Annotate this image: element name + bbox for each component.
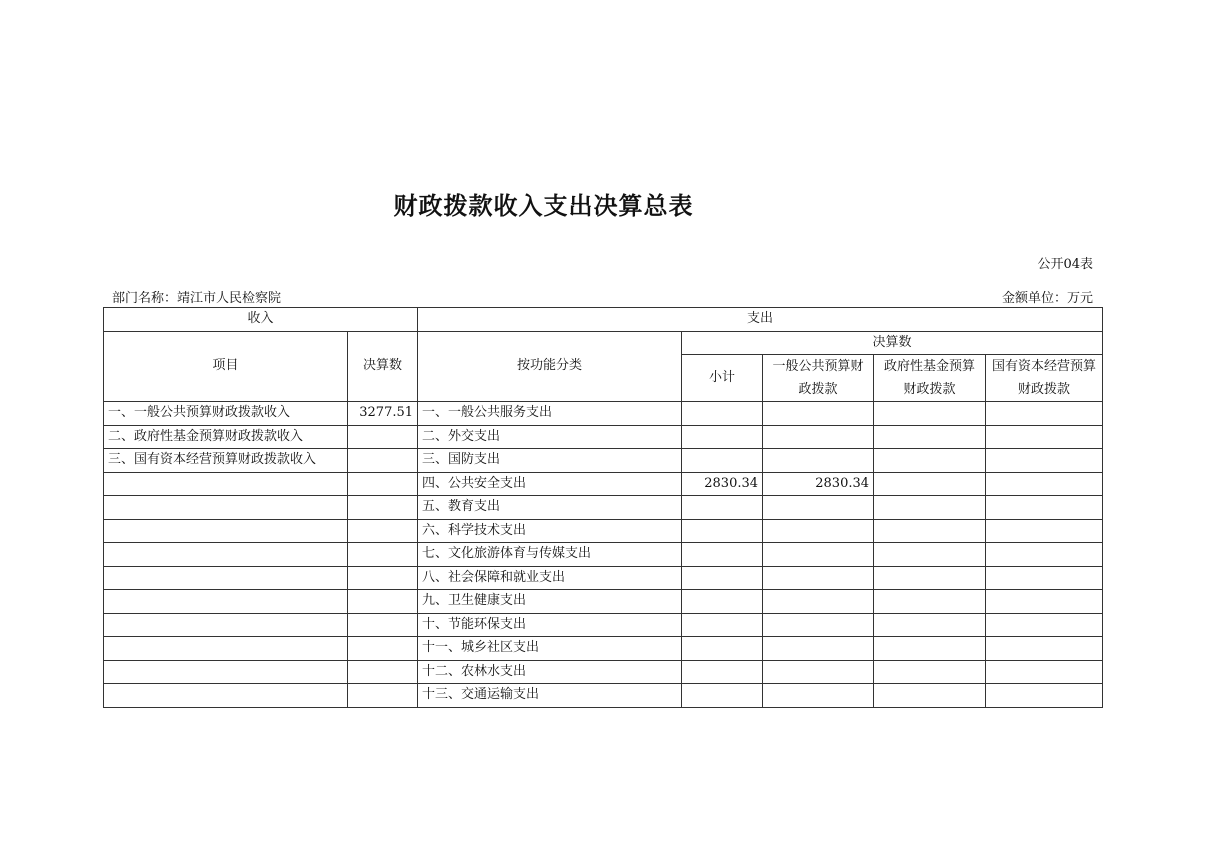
header-row-2 xyxy=(104,331,1103,355)
table-row xyxy=(104,566,1103,590)
income-amount-cell xyxy=(348,496,418,520)
state-capital-cell xyxy=(986,425,1103,449)
income-item-cell xyxy=(104,496,348,520)
income-amount-cell xyxy=(348,684,418,708)
gov-fund-cell xyxy=(874,519,986,543)
income-amount-cell xyxy=(348,590,418,614)
income-amount-cell xyxy=(348,660,418,684)
general-budget-cell xyxy=(763,543,874,567)
table-row xyxy=(104,684,1103,708)
income-item-cell: 一、一般公共预算财政拨款收入 xyxy=(104,402,348,426)
header-row-1 xyxy=(104,308,1103,332)
table-row xyxy=(104,402,1103,426)
subtotal-cell xyxy=(682,637,763,661)
income-amount-cell xyxy=(348,472,418,496)
subtotal-cell xyxy=(682,543,763,567)
by-function-header: 按功能分类 xyxy=(418,331,682,402)
gov-fund-cell xyxy=(874,425,986,449)
department-name: 部门名称：靖江市人民检察院 xyxy=(112,291,282,306)
subtotal-cell xyxy=(682,566,763,590)
general-budget-cell xyxy=(763,613,874,637)
page-title: 财政拨款收入支出决算总表 xyxy=(393,191,694,220)
gov-fund-cell xyxy=(874,660,986,684)
income-item-cell xyxy=(104,637,348,661)
general-budget-header: 一般公共预算财政拨款 xyxy=(763,355,874,402)
income-item-cell xyxy=(104,660,348,684)
gov-fund-cell xyxy=(874,472,986,496)
gov-fund-cell xyxy=(874,566,986,590)
income-amount-cell xyxy=(348,613,418,637)
table-row xyxy=(104,543,1103,567)
general-budget-cell xyxy=(763,637,874,661)
expense-item-cell: 八、社会保障和就业支出 xyxy=(418,566,682,590)
expense-item-cell: 一、一般公共服务支出 xyxy=(418,402,682,426)
expense-item-cell: 六、科学技术支出 xyxy=(418,519,682,543)
subtotal-cell xyxy=(682,684,763,708)
table-row xyxy=(104,496,1103,520)
state-capital-cell xyxy=(986,613,1103,637)
expense-item-cell: 九、卫生健康支出 xyxy=(418,590,682,614)
state-capital-cell xyxy=(986,660,1103,684)
gov-fund-header: 政府性基金预算财政拨款 xyxy=(874,355,986,402)
state-capital-cell xyxy=(986,496,1103,520)
income-amount-cell xyxy=(348,543,418,567)
income-item-cell xyxy=(104,566,348,590)
expense-item-cell: 五、教育支出 xyxy=(418,496,682,520)
income-item-cell xyxy=(104,613,348,637)
gov-fund-cell xyxy=(874,402,986,426)
income-item-cell xyxy=(104,684,348,708)
income-item-cell xyxy=(104,472,348,496)
state-capital-header: 国有资本经营预算财政拨款 xyxy=(986,355,1103,402)
subtotal-cell xyxy=(682,660,763,684)
income-item-cell xyxy=(104,519,348,543)
income-header: 收入 xyxy=(104,308,418,332)
state-capital-cell xyxy=(986,566,1103,590)
general-budget-cell xyxy=(763,566,874,590)
state-capital-cell xyxy=(986,449,1103,473)
expense-item-cell: 十二、农林水支出 xyxy=(418,660,682,684)
general-budget-cell xyxy=(763,496,874,520)
final-amount-group-header: 决算数 xyxy=(682,331,1103,355)
expense-item-cell: 十三、交通运输支出 xyxy=(418,684,682,708)
expense-header: 支出 xyxy=(418,308,1103,332)
general-budget-cell xyxy=(763,590,874,614)
income-amount-cell: 3277.51 xyxy=(348,402,418,426)
income-amount-cell xyxy=(348,637,418,661)
table-row xyxy=(104,449,1103,473)
subtotal-cell xyxy=(682,496,763,520)
state-capital-cell xyxy=(986,543,1103,567)
gov-fund-cell xyxy=(874,637,986,661)
income-amount-cell xyxy=(348,425,418,449)
general-budget-cell xyxy=(763,660,874,684)
gov-fund-cell xyxy=(874,684,986,708)
income-item-cell xyxy=(104,590,348,614)
subtotal-cell xyxy=(682,425,763,449)
income-amount-cell xyxy=(348,566,418,590)
state-capital-cell xyxy=(986,472,1103,496)
table-row xyxy=(104,519,1103,543)
expense-item-cell: 十一、城乡社区支出 xyxy=(418,637,682,661)
expense-item-cell: 二、外交支出 xyxy=(418,425,682,449)
income-amount-cell xyxy=(348,519,418,543)
general-budget-cell xyxy=(763,519,874,543)
form-number: 公开04表 xyxy=(1037,257,1093,272)
state-capital-cell xyxy=(986,402,1103,426)
income-item-cell: 三、国有资本经营预算财政拨款收入 xyxy=(104,449,348,473)
gov-fund-cell xyxy=(874,543,986,567)
general-budget-cell xyxy=(763,425,874,449)
expense-item-cell: 三、国防支出 xyxy=(418,449,682,473)
item-header: 项目 xyxy=(104,331,348,402)
table-row xyxy=(104,637,1103,661)
expense-item-cell: 十、节能环保支出 xyxy=(418,613,682,637)
general-budget-cell: 2830.34 xyxy=(763,472,874,496)
table-row xyxy=(104,613,1103,637)
final-amount-header: 决算数 xyxy=(348,331,418,402)
table-row xyxy=(104,425,1103,449)
state-capital-cell xyxy=(986,590,1103,614)
subtotal-cell: 2830.34 xyxy=(682,472,763,496)
table-row xyxy=(104,472,1103,496)
expense-item-cell: 四、公共安全支出 xyxy=(418,472,682,496)
fiscal-summary-table xyxy=(103,307,1103,708)
subtotal-cell xyxy=(682,449,763,473)
expense-item-cell: 七、文化旅游体育与传媒支出 xyxy=(418,543,682,567)
amount-unit: 金额单位：万元 xyxy=(1001,291,1093,306)
general-budget-cell xyxy=(763,402,874,426)
table-row xyxy=(104,590,1103,614)
subtotal-cell xyxy=(682,519,763,543)
income-item-cell: 二、政府性基金预算财政拨款收入 xyxy=(104,425,348,449)
state-capital-cell xyxy=(986,684,1103,708)
subtotal-cell xyxy=(682,590,763,614)
gov-fund-cell xyxy=(874,449,986,473)
subtotal-header: 小计 xyxy=(682,355,763,402)
state-capital-cell xyxy=(986,637,1103,661)
general-budget-cell xyxy=(763,684,874,708)
gov-fund-cell xyxy=(874,496,986,520)
state-capital-cell xyxy=(986,519,1103,543)
income-item-cell xyxy=(104,543,348,567)
subtotal-cell xyxy=(682,613,763,637)
income-amount-cell xyxy=(348,449,418,473)
general-budget-cell xyxy=(763,449,874,473)
table-row xyxy=(104,660,1103,684)
gov-fund-cell xyxy=(874,590,986,614)
gov-fund-cell xyxy=(874,613,986,637)
subtotal-cell xyxy=(682,402,763,426)
